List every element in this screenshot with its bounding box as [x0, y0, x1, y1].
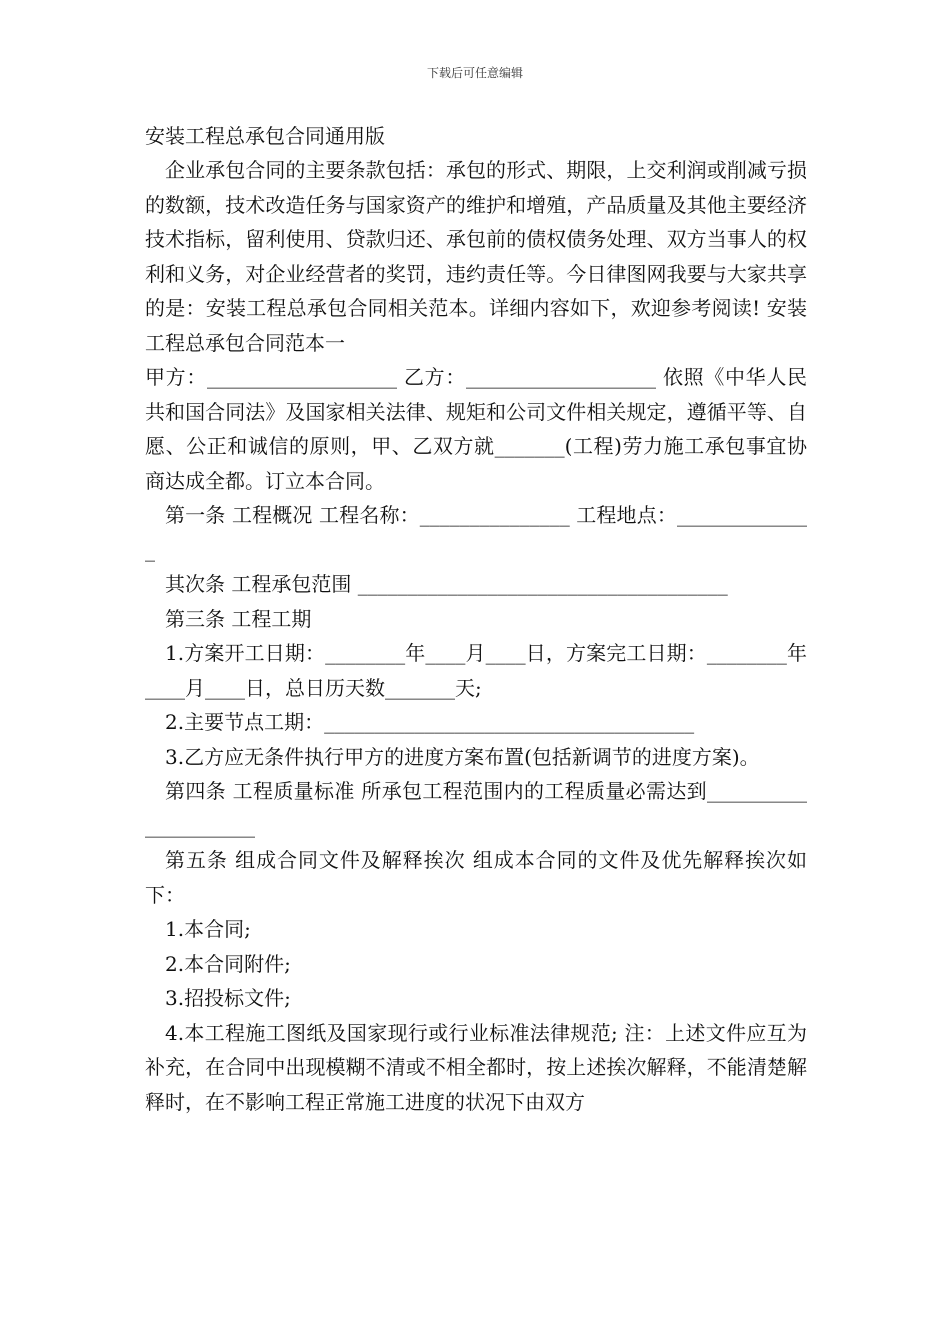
paragraph-article-5-item-2: 2.本合同附件;	[165, 951, 291, 976]
paragraph-article-2: 其次条 工程承包范围 _____________________________________	[165, 572, 728, 596]
paragraph-article-3-item-3: 3.乙方应无条件执行甲方的进度方案布置(包括新调节的进度方案)。	[165, 744, 760, 769]
paragraph-parties: 甲方：___________________ 乙方：___________________ 依照《中华人民共和国合同法》及国家相关法律、规矩和公司文件相关规定，遵循平等、自愿、公正和诚信的原则，甲、乙双方就_______(工程)劳力施工承包事宜协商达成全都。订立本合同。	[145, 365, 807, 493]
document-body	[145, 119, 807, 1119]
paragraph-article-5-item-1: 1.本合同;	[165, 917, 251, 941]
paragraph-article-5-item-4: 4.本工程施工图纸及国家现行或行业标准法律规范; 注：上述文件应互为补充，在合同中出现模糊不清或不相全都时，按上述挨次解释，不能清楚解释时，在不影响工程正常施工进度的状况下由双方	[145, 1020, 807, 1114]
document-content	[145, 153, 807, 1119]
paragraph-intro: 企业承包合同的主要条款包括：承包的形式、期限，上交利润或削减亏损的数额，技术改造任务与国家资产的维护和增殖，产品质量及其他主要经济技术指标，留利使用、贷款归还、承包前的债权债务处理、双方当事人的权利和义务，对企业经营者的奖罚，违约责任等。今日律图网我要与大家共享的是：安装工程总承包合同相关范本。详细内容如下，欢迎参考阅读! 安装工程总承包合同范本一	[145, 158, 807, 355]
paragraph-article-5-item-3: 3.招投标文件;	[165, 986, 291, 1010]
paragraph-article-4: 第四条 工程质量标准 所承包工程范围内的工程质量必需达到_____________________	[145, 779, 807, 838]
paragraph-article-3-item-1: 1.方案开工日期：________年____月____日，方案完工日期：________年____月____日，总日历天数_______天;	[145, 641, 807, 700]
paragraph-article-1: 第一条 工程概况 工程名称：_______________ 工程地点：______________	[145, 503, 807, 562]
page-header: 下载后可任意编辑	[426, 66, 523, 80]
paragraph-article-3: 第三条 工程工期	[165, 606, 312, 631]
paragraph-article-5: 第五条 组成合同文件及解释挨次 组成本合同的文件及优先解释挨次如下：	[145, 848, 807, 907]
paragraph-article-3-item-2: 2.主要节点工期：_____________________________________	[165, 710, 695, 734]
document-title: 安装工程总承包合同通用版	[145, 124, 385, 148]
